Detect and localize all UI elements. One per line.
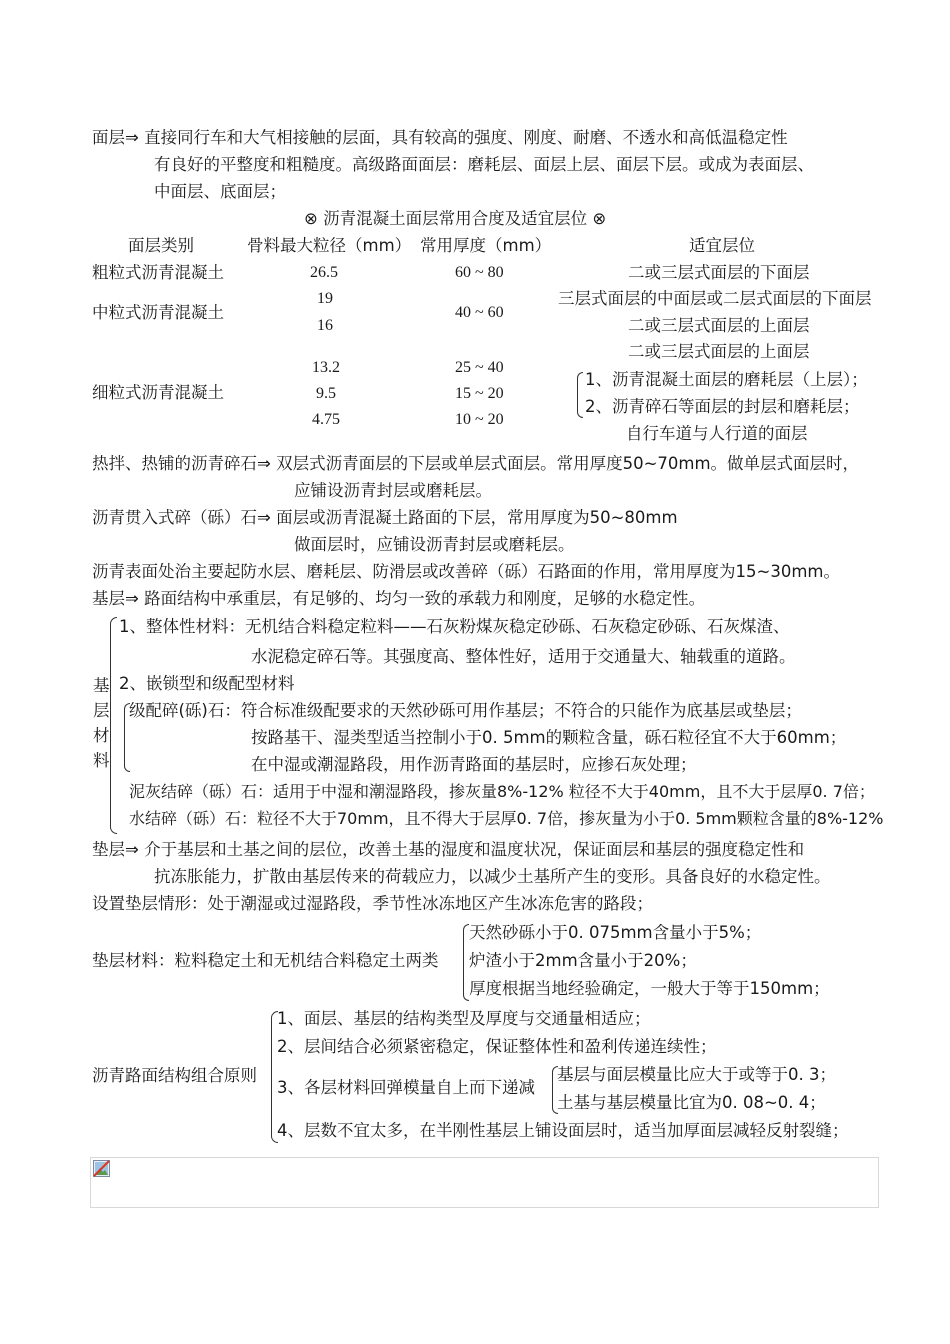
table-header-size: 骨料最大粒径（mm）	[247, 236, 412, 255]
jiceng-cailiao-brace	[110, 617, 117, 834]
dianceng-line2: 抗冻胀能力，扩散由基层传来的荷载应力，以减少土基所产生的变形。具备良好的水稳定性。	[154, 867, 831, 886]
dianceng-cailiao-3: 厚度根据当地经验确定，一般大于等于150mm；	[469, 979, 830, 998]
jiceng-label-3: 材	[93, 726, 110, 745]
jiceng-item1-b: 水泥稳定碎石等。其强度高、整体性好，适用于交通量大、轴载重的道路。	[251, 647, 796, 666]
row1-thickness: 60 ~ 80	[455, 264, 504, 281]
jipei-line-a: 级配碎(砾)石：符合标准级配要求的天然砂砾可用作基层；不符合的只能作为底基层或垫层；	[129, 701, 802, 720]
row3-brace	[577, 372, 583, 418]
table-title: ⊗ 沥青混凝土面层常用合度及适宜层位 ⊗	[304, 209, 607, 228]
table-header-thickness: 常用厚度（mm）	[420, 236, 552, 255]
row1-size: 26.5	[310, 264, 338, 281]
row3-layer-b2: 2、沥青碎石等面层的封层和磨耗层；	[585, 397, 860, 416]
dianceng-line1: 垫层⇒ 介于基层和土基之间的层位，改善土基的湿度和温度状况，保证面层和基层的强度稳定性和	[92, 840, 805, 859]
row2-size2: 16	[317, 317, 333, 334]
dianceng-cailiao-2: 炉渣小于2mm含量小于20%；	[469, 951, 697, 970]
yuanze-item3-a: 基层与面层模量比应大于或等于0. 3；	[557, 1065, 836, 1084]
yuanze-item4: 4、层数不宜太多，在半刚性基层上铺设面层时，适当加厚面层减轻反射裂缝；	[277, 1121, 849, 1140]
jiceng-label-2: 层	[93, 701, 110, 720]
row3-thickness3: 10 ~ 20	[455, 411, 504, 428]
row3-layer-b1: 1、沥青混凝土面层的磨耗层（上层）；	[585, 370, 868, 389]
guanru-line2: 做面层时，应铺设沥青封层或磨耗层。	[294, 535, 575, 554]
row2-size1: 19	[317, 290, 333, 307]
table-header-type: 面层类别	[128, 236, 194, 255]
yuanze-item1: 1、面层、基层的结构类型及厚度与交通量相适应；	[277, 1009, 651, 1028]
row2-type: 中粒式沥青混凝土	[92, 303, 224, 322]
yuanze-item3-b: 土基与基层模量比宜为0. 08~0. 4；	[557, 1093, 826, 1112]
dianceng-cailiao-1: 天然砂砾小于0. 075mm含量小于5%；	[469, 923, 762, 942]
jiceng-label-1: 基	[93, 676, 110, 695]
broken-image-icon	[93, 1160, 110, 1177]
row3-thickness2: 15 ~ 20	[455, 385, 504, 402]
row2-layer2: 二或三层式面层的上面层	[628, 316, 810, 335]
yuanze-label: 沥青路面结构组合原则	[92, 1066, 257, 1085]
row3-size3: 4.75	[312, 411, 340, 428]
jiceng-line: 基层⇒ 路面结构中承重层，有足够的、均匀一致的承载力和刚度，足够的水稳定性。	[92, 589, 706, 608]
row3-thickness1: 25 ~ 40	[455, 359, 504, 376]
row3-layer-top: 二或三层式面层的上面层	[628, 342, 810, 361]
row3-layer-bottom: 自行车道与人行道的面层	[626, 424, 808, 443]
reban-line2: 应铺设沥青封层或磨耗层。	[294, 481, 492, 500]
row3-size1: 13.2	[312, 359, 340, 376]
yuanze-item2: 2、层间结合必须紧密稳定，保证整体性和盈利传递连续性；	[277, 1037, 717, 1056]
broken-image-frame	[90, 1157, 879, 1208]
mianceng-line2: 有良好的平整度和粗糙度。高级路面面层：磨耗层、面层上层、面层下层。或成为表面层、	[154, 155, 814, 174]
jipei-line-c: 在中湿或潮湿路段，用作沥青路面的基层时，应掺石灰处理；	[251, 755, 697, 774]
reban-line1: 热拌、热铺的沥青碎石⇒ 双层式沥青面层的下层或单层式面层。常用厚度50~70mm。做单层式面层时，	[92, 454, 860, 473]
nihui-line: 泥灰结碎（砾）石：适用于中湿和潮湿路段，掺灰量8%-12% 粒径不大于40mm，且不大于层厚0. 7倍；	[129, 782, 875, 801]
row1-layer: 二或三层式面层的下面层	[628, 263, 810, 282]
jiceng-label-4: 料	[93, 751, 110, 770]
guanru-line1: 沥青贯入式碎（砾）石⇒ 面层或沥青混凝土路面的下层，常用厚度为50~80mm	[92, 508, 678, 527]
mianceng-line3: 中面层、底面层；	[154, 182, 286, 201]
jiceng-item2: 2、嵌锁型和级配型材料	[119, 674, 295, 693]
dianceng-qingxing: 设置垫层情形：处于潮湿或过湿路段，季节性冰冻地区产生冰冻危害的路段；	[92, 894, 653, 913]
mianceng-line1: 面层⇒ 直接同行车和大气相接触的层面，具有较高的强度、刚度、耐磨、不透水和高低温稳定性	[92, 128, 788, 147]
jiceng-item1-a: 1、整体性材料：无机结合料稳定粒料——石灰粉煤灰稳定砂砾、石灰稳定砂砾、石灰煤渣、	[119, 617, 790, 636]
row3-size2: 9.5	[316, 385, 336, 402]
shuijie-line: 水结碎（砾）石：粒径不大于70mm，且不得大于层厚0. 7倍，掺灰量为小于0. 5mm颗粒含量的8%-12%	[129, 809, 884, 828]
row2-layer1: 三层式面层的中面层或二层式面层的下面层	[558, 289, 872, 308]
row3-type: 细粒式沥青混凝土	[92, 383, 224, 402]
jipei-line-b: 按路基干、湿类型适当控制小于0. 5mm的颗粒含量，砾石粒径宜不大于60mm；	[251, 728, 847, 747]
table-header-layer: 适宜层位	[689, 236, 755, 255]
row1-type: 粗粒式沥青混凝土	[92, 263, 224, 282]
row2-thickness: 40 ~ 60	[455, 304, 504, 321]
dianceng-cailiao-label: 垫层材料：粒料稳定土和无机结合料稳定土两类	[92, 951, 439, 970]
biaomian-line: 沥青表面处治主要起防水层、磨耗层、防滑层或改善碎（砾）石路面的作用，常用厚度为15~30mm。	[92, 562, 840, 581]
yuanze-item3: 3、各层材料回弹模量自上而下递减	[277, 1078, 535, 1097]
